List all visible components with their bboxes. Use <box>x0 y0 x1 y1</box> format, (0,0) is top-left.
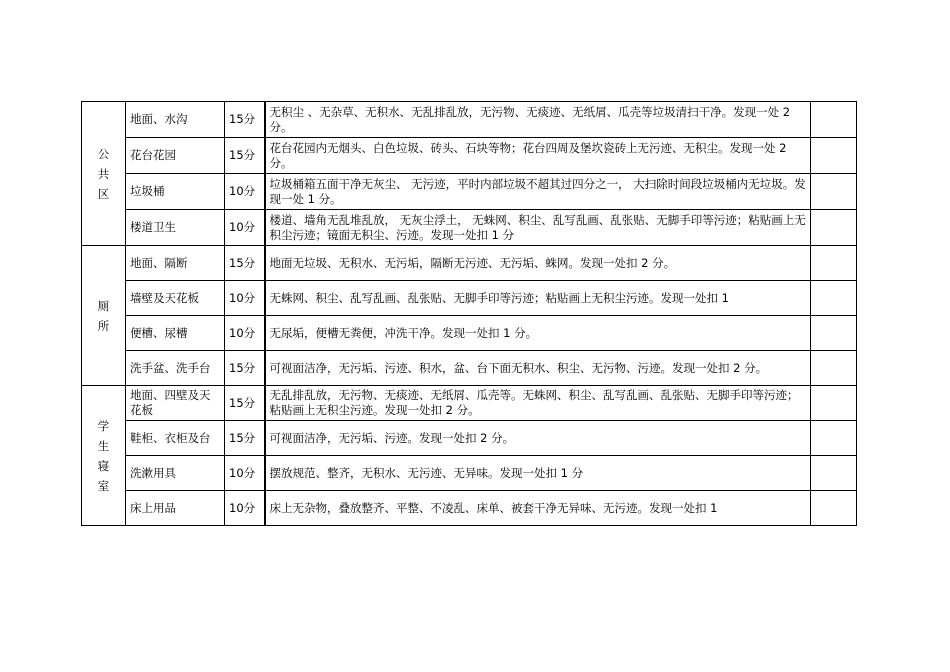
remark-cell <box>811 102 857 138</box>
category-cell: 厕所 <box>82 246 126 386</box>
table-row <box>82 456 857 491</box>
item-cell: 地面、隔断 <box>126 246 225 281</box>
table-row <box>82 491 857 526</box>
item-cell: 墙壁及天花板 <box>126 281 225 316</box>
remark-cell <box>811 210 857 246</box>
item-cell: 洗手盆、洗手台 <box>126 351 225 386</box>
table-row <box>82 281 857 316</box>
remark-cell <box>811 456 857 491</box>
score-cell: 10分 <box>225 281 265 316</box>
table-row <box>82 174 857 210</box>
score-cell: 15分 <box>225 246 265 281</box>
remark-cell <box>811 281 857 316</box>
criteria-cell: 无积尘 、无杂草、无积水、无乱排乱放，无污物、无痰迹、无纸屑、瓜壳等垃圾清扫干净。发现一处 2 分。 <box>265 102 811 138</box>
table-row <box>82 210 857 246</box>
criteria-cell: 可视面洁净，无污垢、污迹。发现一处扣 2 分。 <box>265 421 811 456</box>
table-row <box>82 246 857 281</box>
criteria-cell: 无乱排乱放，无污物、无痰迹、无纸屑、瓜壳等。无蛛网、积尘、乱写乱画、乱张贴、无脚手印等污迹；粘贴画上无积尘污迹。发现一处扣 2 分。 <box>265 386 811 421</box>
score-cell: 15分 <box>225 138 265 174</box>
score-cell: 15分 <box>225 386 265 421</box>
score-cell: 10分 <box>225 456 265 491</box>
item-cell: 便槽、尿槽 <box>126 316 225 351</box>
table-row <box>82 421 857 456</box>
criteria-cell: 可视面洁净，无污垢、污迹、积水，盆、台下面无积水、积尘、无污物、污迹。发现一处扣 2 分。 <box>265 351 811 386</box>
criteria-cell: 楼道、墙角无乱堆乱放， 无灰尘浮土， 无蛛网、积尘、乱写乱画、乱张贴、无脚手印等污迹；粘贴画上无积尘污迹；镜面无积尘、污迹。发现一处扣 1 分 <box>265 210 811 246</box>
category-cell: 学生寝室 <box>82 386 126 526</box>
criteria-cell: 无蛛网、积尘、乱写乱画、乱张贴、无脚手印等污迹；粘贴画上无积尘污迹。发现一处扣 1 <box>265 281 811 316</box>
table-row <box>82 138 857 174</box>
criteria-cell: 摆放规范、整齐，无积水、无污迹、无异味。发现一处扣 1 分 <box>265 456 811 491</box>
item-cell: 垃圾桶 <box>126 174 225 210</box>
criteria-cell: 垃圾桶箱五面干净无灰尘、 无污迹，平时内部垃圾不超其过四分之一， 大扫除时间段垃圾桶内无垃圾。发现一处 1 分。 <box>265 174 811 210</box>
criteria-cell: 无尿垢，便槽无粪便，冲洗干净。发现一处扣 1 分。 <box>265 316 811 351</box>
table-row <box>82 386 857 421</box>
table-row <box>82 102 857 138</box>
item-cell: 洗漱用具 <box>126 456 225 491</box>
remark-cell <box>811 386 857 421</box>
remark-cell <box>811 421 857 456</box>
category-cell: 公共区 <box>82 102 126 246</box>
score-cell: 10分 <box>225 174 265 210</box>
item-cell: 楼道卫生 <box>126 210 225 246</box>
score-cell: 10分 <box>225 316 265 351</box>
table-row <box>82 316 857 351</box>
score-cell: 15分 <box>225 351 265 386</box>
item-cell: 地面、四壁及天花板 <box>126 386 225 421</box>
item-cell: 床上用品 <box>126 491 225 526</box>
item-cell: 花台花园 <box>126 138 225 174</box>
inspection-table <box>81 101 857 526</box>
item-cell: 鞋柜、衣柜及台 <box>126 421 225 456</box>
criteria-cell: 地面无垃圾、无积水、无污垢，隔断无污迹、无污垢、蛛网。发现一处扣 2 分。 <box>265 246 811 281</box>
remark-cell <box>811 351 857 386</box>
criteria-cell: 花台花园内无烟头、白色垃圾、砖头、石块等物；花台四周及堡坎瓷砖上无污迹、无积尘。发现一处 2 分。 <box>265 138 811 174</box>
remark-cell <box>811 174 857 210</box>
score-cell: 15分 <box>225 421 265 456</box>
item-cell: 地面、水沟 <box>126 102 225 138</box>
remark-cell <box>811 491 857 526</box>
remark-cell <box>811 316 857 351</box>
table-row <box>82 351 857 386</box>
score-cell: 10分 <box>225 491 265 526</box>
remark-cell <box>811 246 857 281</box>
criteria-cell: 床上无杂物，叠放整齐、平整、不凌乱、床单、被套干净无异味、无污迹。发现一处扣 1 <box>265 491 811 526</box>
remark-cell <box>811 138 857 174</box>
score-cell: 15分 <box>225 102 265 138</box>
score-cell: 10分 <box>225 210 265 246</box>
